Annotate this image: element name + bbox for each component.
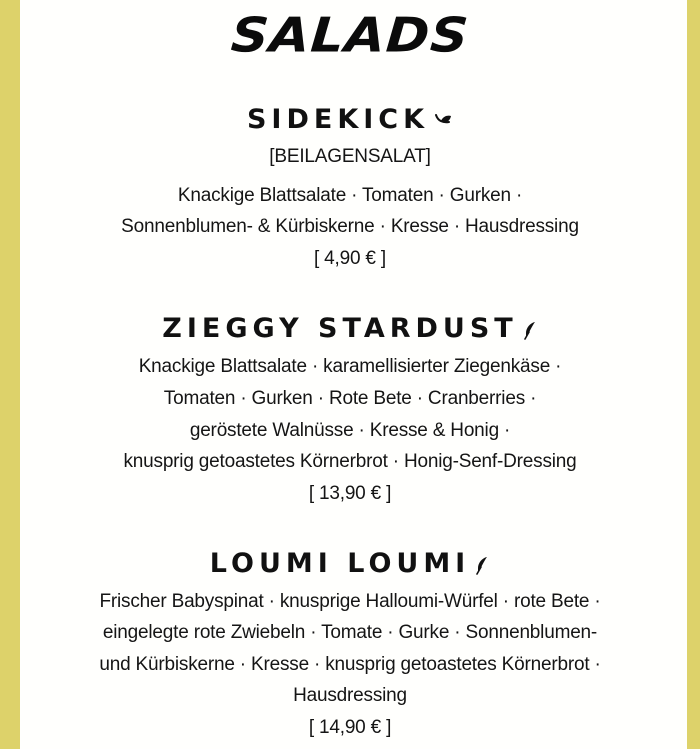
dish-title-zieggy-stardust	[0, 312, 700, 346]
dish-description-line: Knackige Blattsalate · karamellisierter Ziegenkäse ·	[138, 356, 562, 377]
page-title: SALADS	[229, 8, 471, 64]
dish-name: ZIEGGY STARDUST	[162, 313, 518, 344]
dish-description-line: knusprig getoastetes Körnerbrot · Honig-Senf-Dressing	[123, 451, 577, 472]
dish-price: [ 13,90 € ]	[308, 483, 392, 504]
leaf-icon	[522, 319, 538, 341]
dish-price: [ 4,90 € ]	[314, 248, 386, 269]
dish-name: LOUMI LOUMI	[209, 548, 471, 579]
dish-subtitle: [BEILAGENSALAT]	[269, 146, 431, 167]
dish-title-loumi-loumi	[0, 547, 700, 581]
dish-description-line: Knackige Blattsalate · Tomaten · Gurken ·	[177, 185, 523, 206]
leaf-icon	[433, 112, 453, 130]
leaf-icon	[474, 554, 490, 576]
dish-description-line: Hausdressing	[293, 685, 407, 706]
dish-price: [ 14,90 € ]	[308, 717, 392, 738]
dish-description-line: Tomaten · Gurken · Rote Bete · Cranberries ·	[163, 388, 537, 409]
dish-description-line: Sonnenblumen- & Kürbiskerne · Kresse · Hausdressing	[121, 216, 579, 237]
dish-description-line: geröstete Walnüsse · Kresse & Honig ·	[189, 420, 511, 441]
dish-description-line: Frischer Babyspinat · knusprige Halloumi-Würfel · rote Bete ·	[99, 591, 601, 612]
dish-description-line: eingelegte rote Zwiebeln · Tomate · Gurke · Sonnenblumen-	[102, 622, 598, 643]
dish-name: SIDEKICK	[246, 104, 430, 135]
dish-title-sidekick	[0, 103, 700, 137]
dish-description-line: und Kürbiskerne · Kresse · knusprig getoastetes Körnerbrot ·	[99, 654, 601, 675]
